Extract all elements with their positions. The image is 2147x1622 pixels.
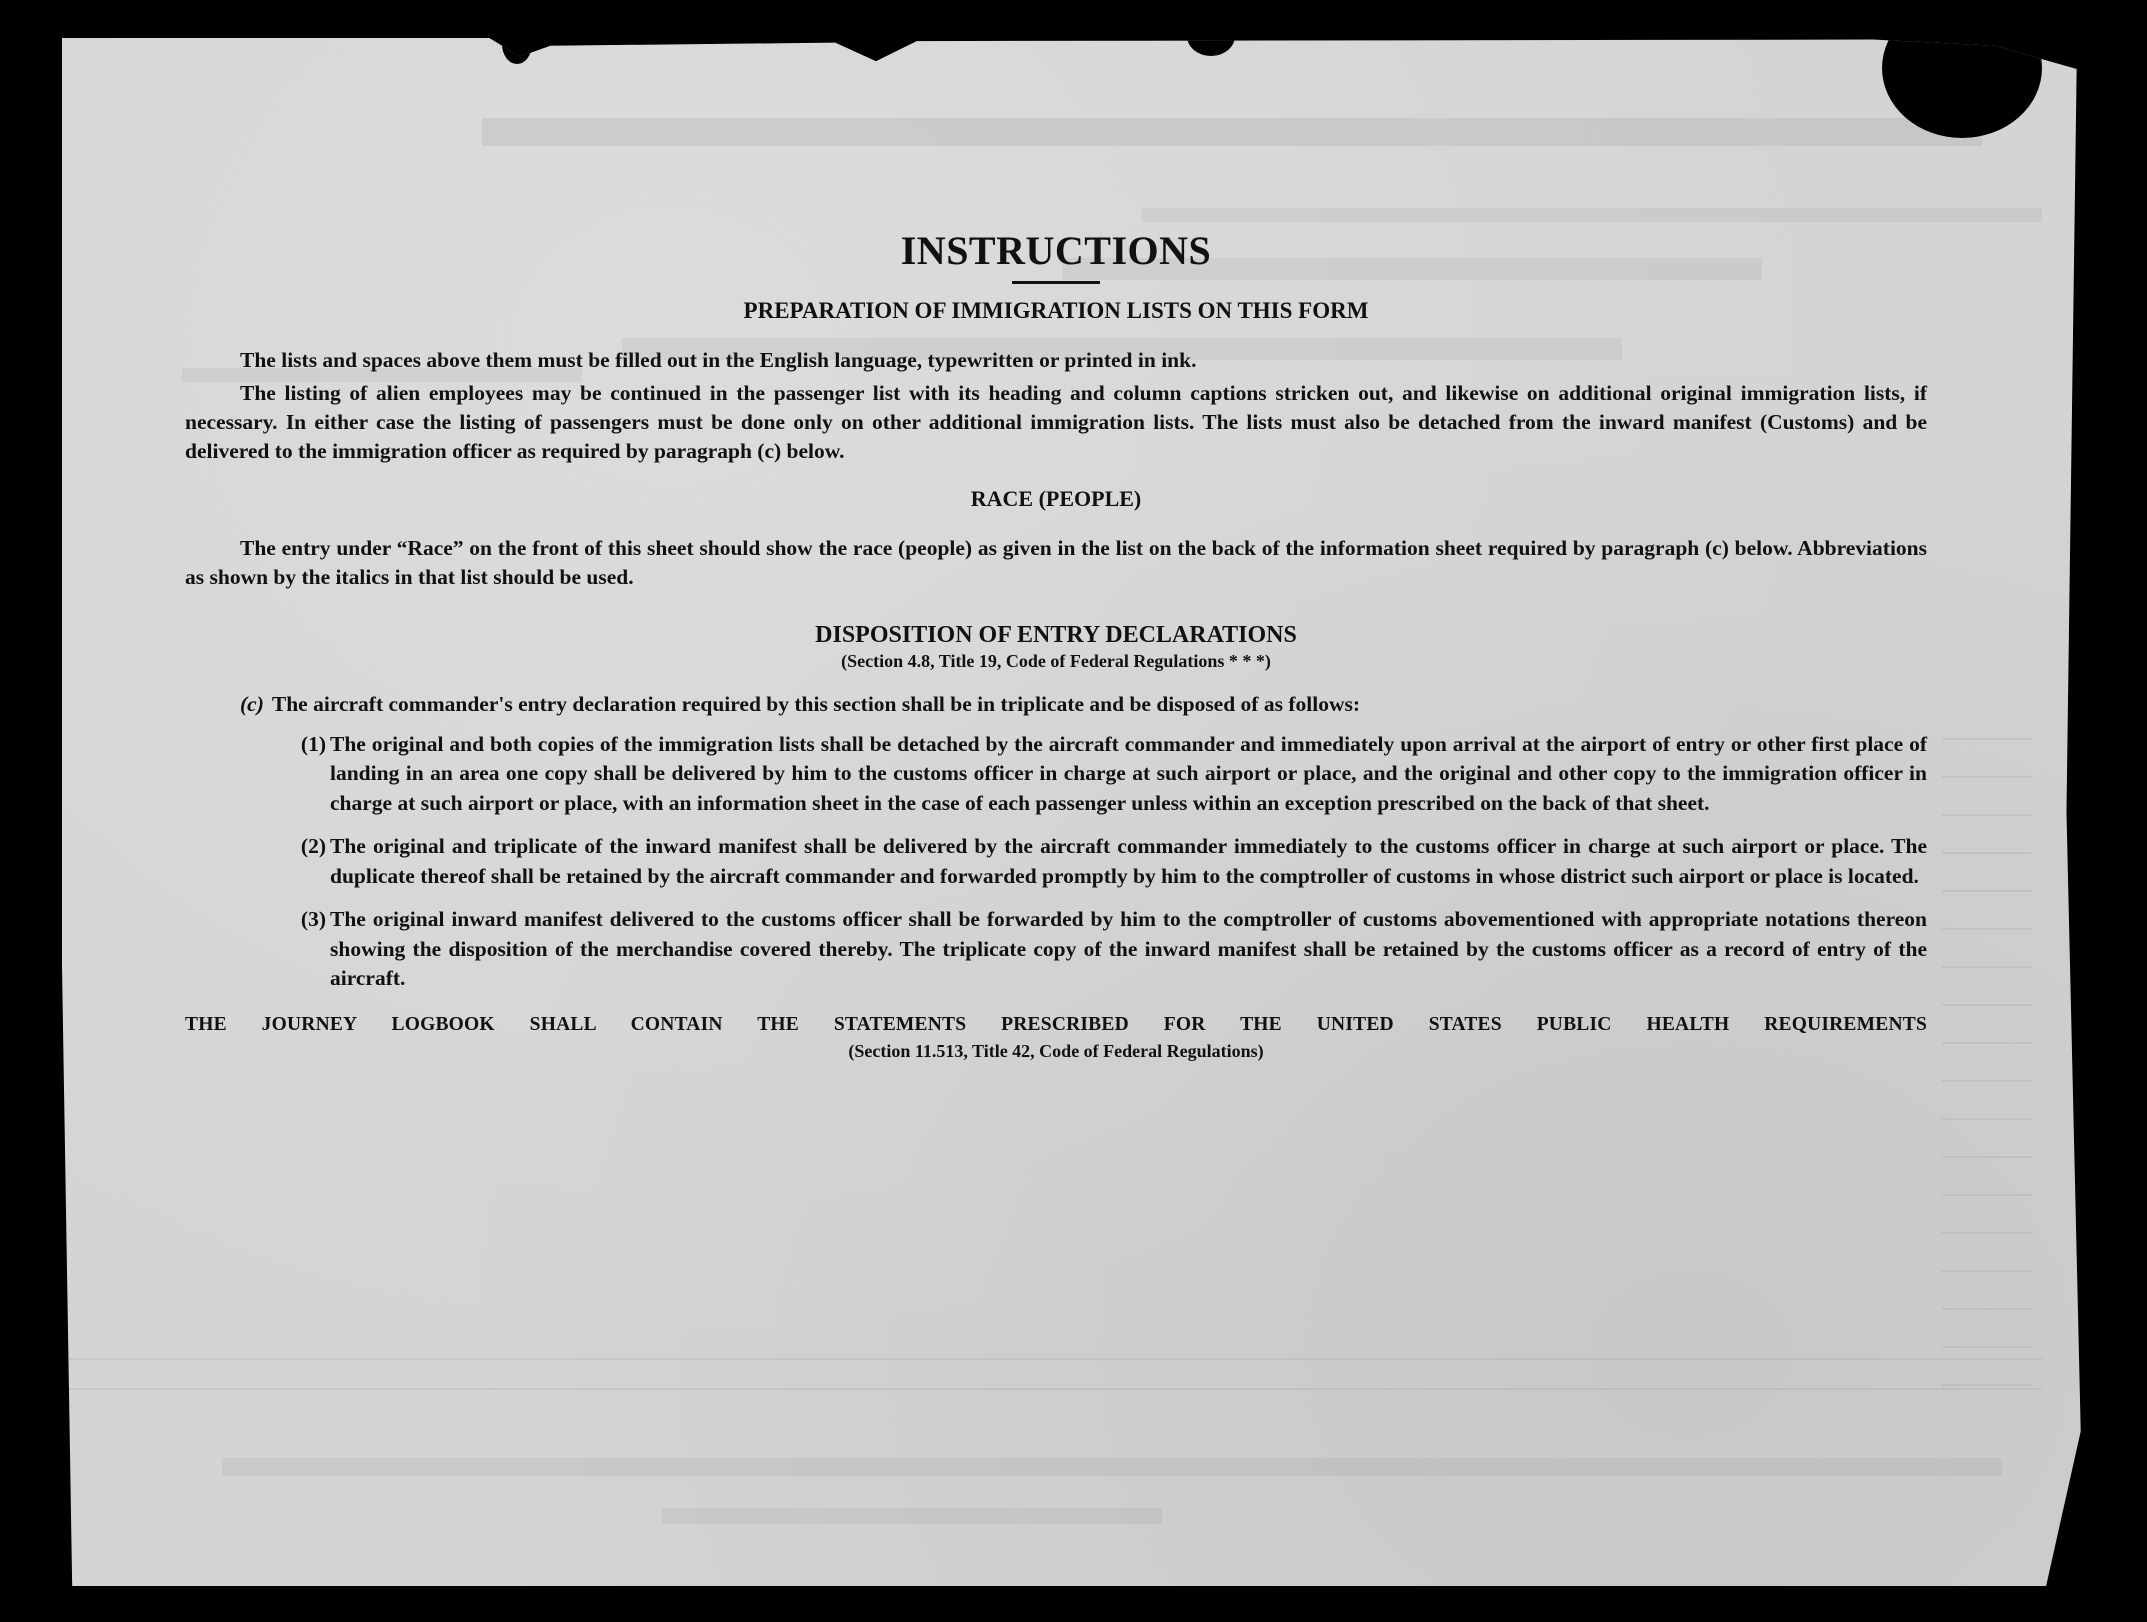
title-underline [1012,281,1100,284]
section-heading-disposition: DISPOSITION OF ENTRY DECLARATIONS [815,622,1297,648]
list-item-marker: (1) [300,731,326,756]
paragraph-c-marker: (c) [240,692,264,716]
paragraph-c-text: The aircraft commander's entry declaration required by this section shall be in triplicate and be disposed of as follows: [271,692,1360,716]
public-health-citation: (Section 11.513, Title 42, Code of Federal Regulations) [848,1040,1264,1061]
section-citation: (Section 4.8, Title 19, Code of Federal Regulations * * *) [841,651,1271,671]
paragraph-race: The entry under “Race” on the front of this sheet should show the race (people) as given in the list on the back of the information sheet required by paragraph (c) below. Abbreviations as shown by the italics in that list should be used. [185,536,1927,589]
list-item [300,905,1927,994]
torn-edge [1187,38,1235,56]
list-item-text: The original and triplicate of the inward manifest shall be delivered by the aircraft commander immediately to the customs officer in charge at such airport or place. The duplicate thereof shall be retained by the aircraft commander and forwarded promptly by him to the comptroller of customs in whose district such airport or place is located. [330,834,1927,888]
document-title: INSTRUCTIONS [900,228,1212,273]
public-health-statement: THE JOURNEY LOGBOOK SHALL CONTAIN THE STATEMENTS PRESCRIBED FOR THE UNITED STATES PUBLIC HEALTH REQUIREMENTS [185,1013,1927,1035]
paragraph-c [185,690,1927,720]
section-heading-race: RACE (PEOPLE) [970,486,1142,511]
paragraph-alien-employees: The listing of alien employees may be continued in the passenger list with its heading and column captions stricken out, and likewise on additional original immigration lists, if necessary. In either case the listing of passengers must be done only on other additional immigration lists. The lists must also be detached from the inward manifest (Customs) and be delivered to the immigration officer as required by paragraph (c) below. [185,381,1927,463]
list-item-marker: (3) [300,907,326,931]
list-item-marker: (2) [300,834,326,858]
list-item-text: The original inward manifest delivered to the customs officer shall be forwarded by him to the comptroller of customs abovementioned with appropriate notations thereon showing the disposition of the merchandise covered thereby. The triplicate copy of the inward manifest shall be retained by the customs officer as a record of entry of the aircraft. [330,907,1927,990]
paragraph-language: The lists and spaces above them must be filled out in the English language, typewritten or printed in ink. [240,348,1197,372]
section-heading-preparation: PREPARATION OF IMMIGRATION LISTS ON THIS FORM [743,298,1369,323]
torn-edge [502,38,532,64]
list-item-text: The original and both copies of the immigration lists shall be detached by the aircraft commander and immediately upon arrival at the airport of entry or other first place of landing in an area one copy shall be delivered by him to the customs officer in charge at such airport or place, and the original and other copy to the immigration officer in charge at such airport or place, with an information sheet in the case of each passenger unless within an exception prescribed on the back of that sheet. [330,731,1927,815]
list-item [300,832,1927,891]
list-item [300,730,1927,819]
disposition-list [185,730,1927,994]
instructions-content [185,225,1927,1064]
